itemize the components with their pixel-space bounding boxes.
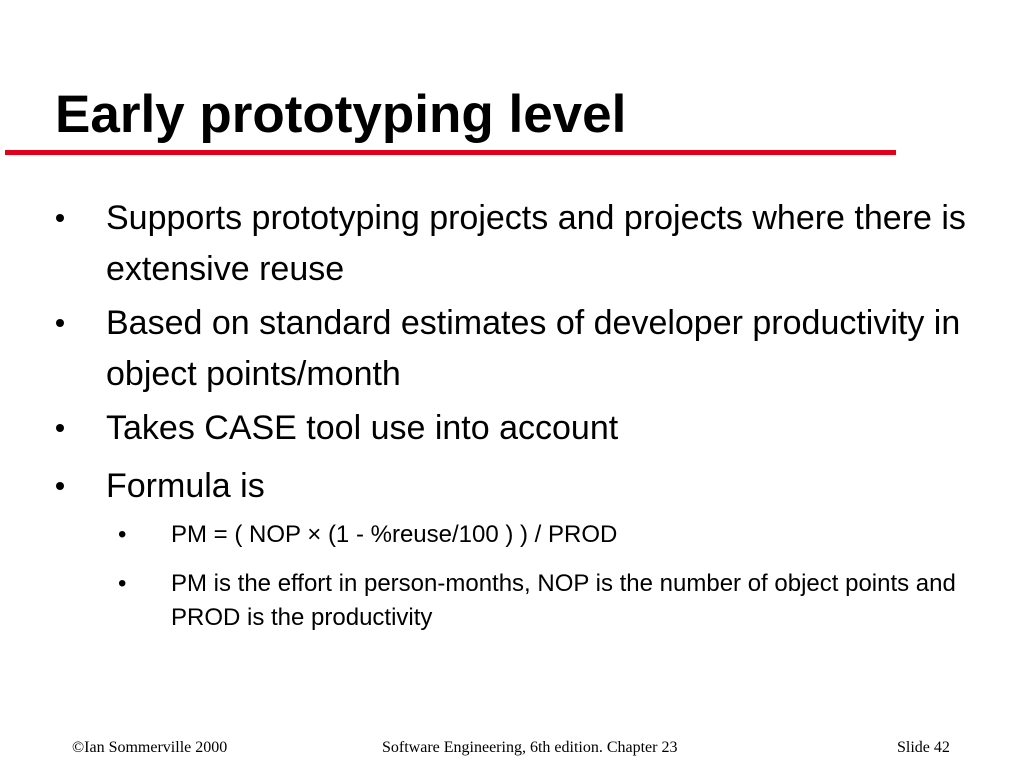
title-underline xyxy=(5,150,896,155)
bullet-dot-icon xyxy=(56,214,64,222)
bullet-dot-icon xyxy=(56,319,64,327)
sub-bullet-dot-icon: • xyxy=(118,521,127,548)
footer-copyright: ©Ian Sommerville 2000 xyxy=(72,739,228,756)
bullet-text: Formula is xyxy=(106,467,265,505)
bullet-dot-icon xyxy=(56,424,64,432)
bullet-text: Takes CASE tool use into account xyxy=(106,409,619,447)
footer-course-title: Software Engineering, 6th edition. Chapter 23 xyxy=(382,739,678,756)
bullet-text: Supports prototyping projects and projects where there is extensive reuse xyxy=(106,199,966,288)
bullet-text: Based on standard estimates of developer productivity in object points/month xyxy=(106,304,961,393)
bullet-dot-icon xyxy=(56,482,64,490)
footer-slide-number: Slide 42 xyxy=(897,739,950,756)
sub-bullet-dot-icon: • xyxy=(118,570,127,597)
sub-bullet-text: PM = ( NOP × (1 - %reuse/100 ) ) / PROD xyxy=(171,521,618,548)
sub-bullet-text: PM is the effort in person-months, NOP is the number of object points and PROD is the productivity xyxy=(171,570,956,631)
slide-title: Early prototyping level xyxy=(55,85,627,144)
